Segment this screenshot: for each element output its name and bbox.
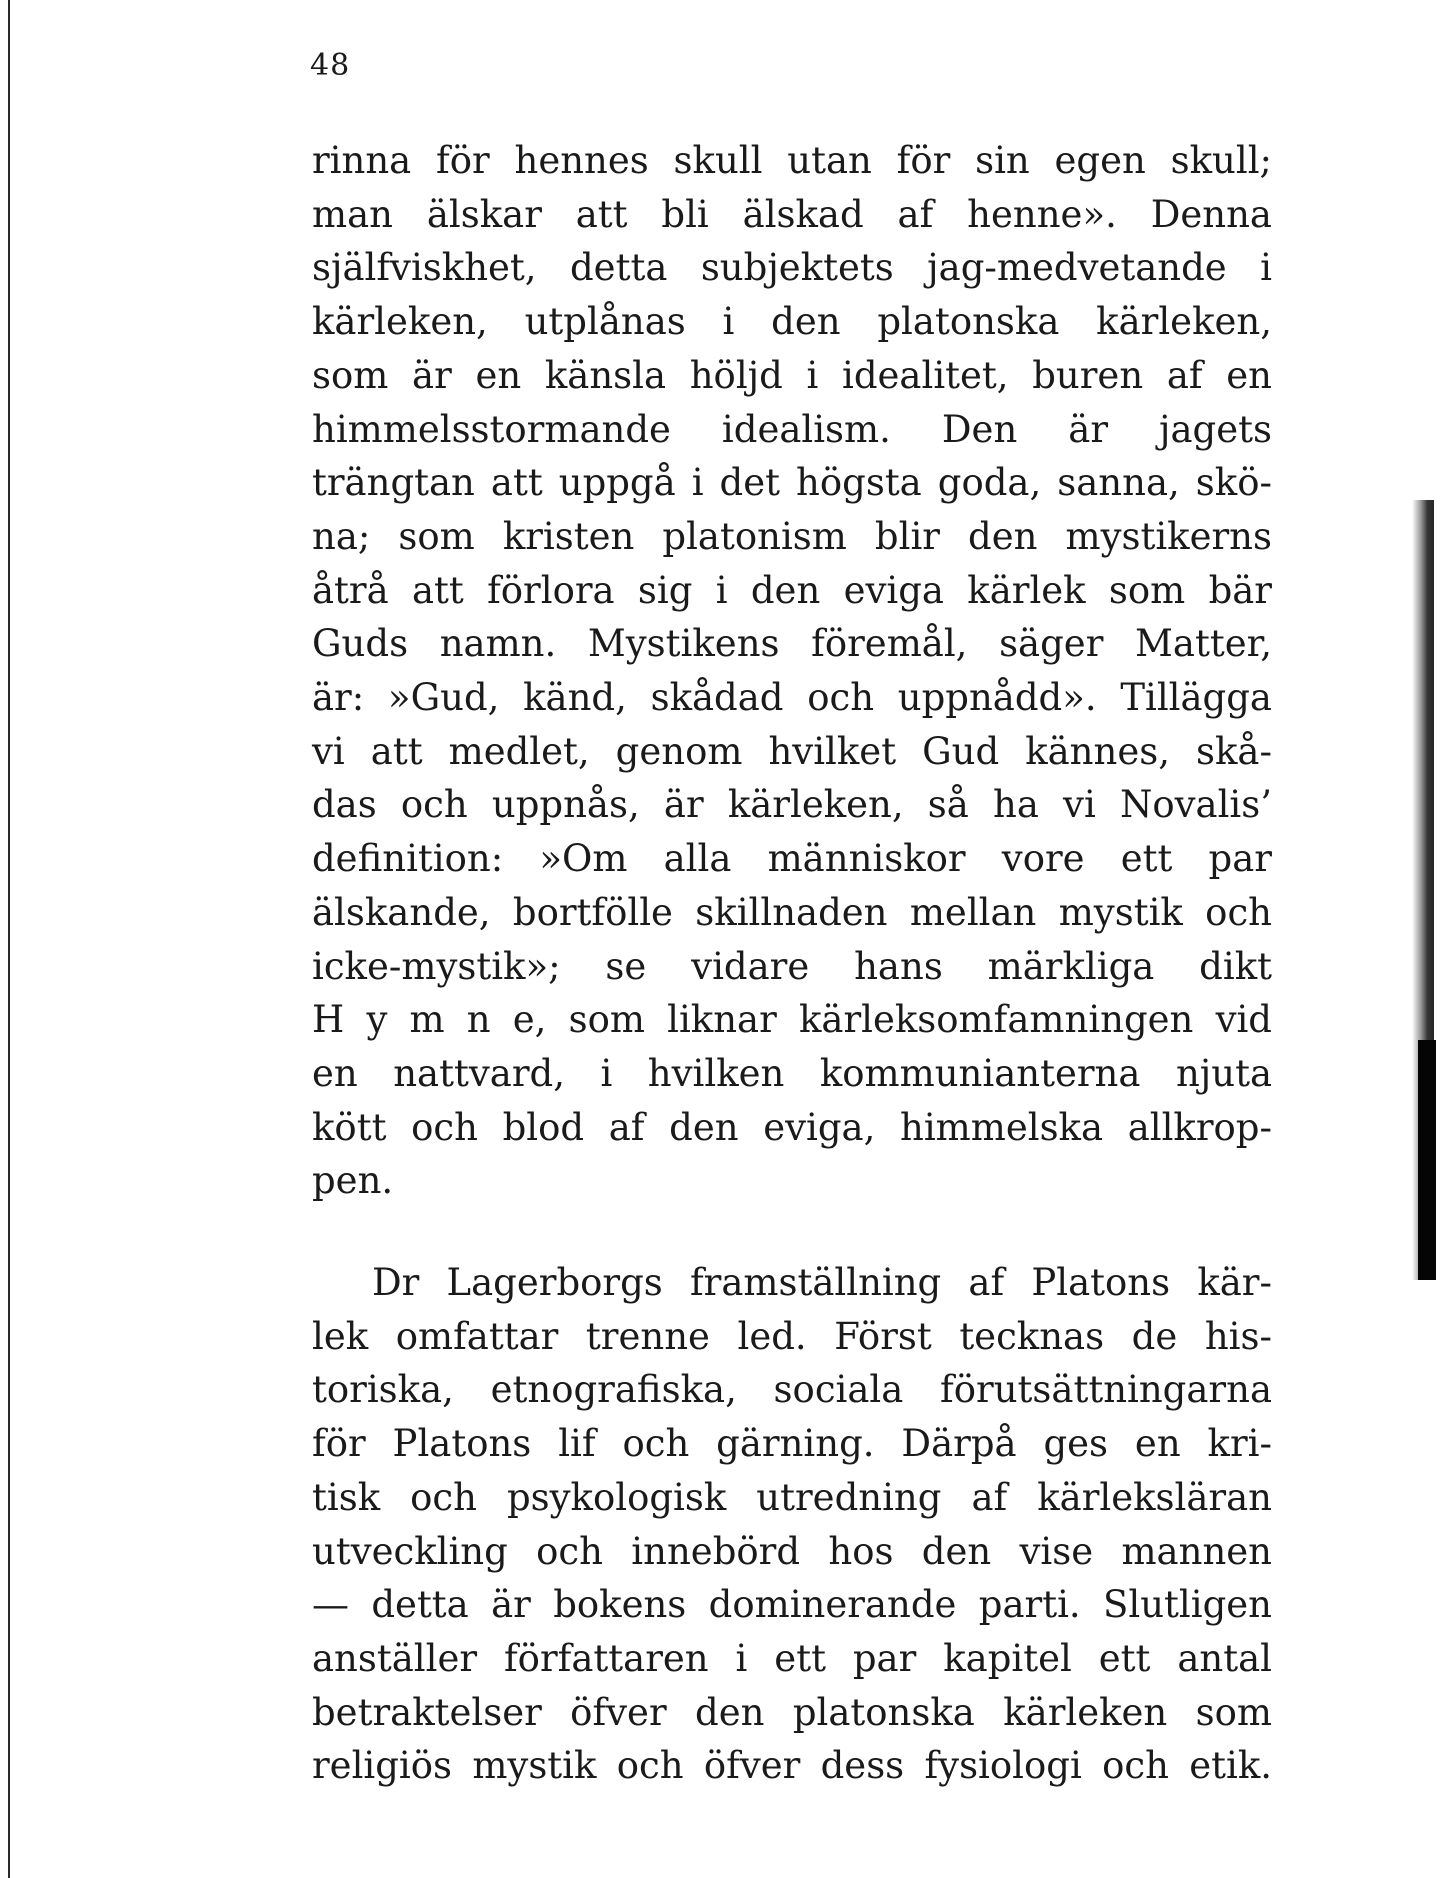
binding-shadow-dark	[1418, 1040, 1436, 1280]
text-line: na; som kristen platonism blir den mystikerns	[312, 514, 1272, 558]
paragraph-2	[312, 1256, 1272, 1793]
text-line: älskande, bortfölle skillnaden mellan mystik och	[312, 890, 1272, 934]
text-line: trängtan att uppgå i det högsta goda, sanna, skö-	[312, 461, 1272, 505]
text-line: åtrå att förlora sig i den eviga kärlek som bär	[312, 568, 1272, 612]
text-line: tisk och psykologisk utredning af kärleksläran	[312, 1475, 1272, 1519]
text-line: icke-mystik»; se vidare hans märkliga dikt	[312, 944, 1272, 988]
text-line: betraktelser öfver den platonska kärleken som	[312, 1690, 1272, 1734]
text-line: religiös mystik och öfver dess fysiologi och etik.	[312, 1744, 1272, 1788]
page-number: 48	[310, 48, 351, 83]
text-line: das och uppnås, är kärleken, så ha vi Novalis’	[312, 783, 1272, 827]
text-line: Guds namn. Mystikens föremål, säger Matter,	[312, 622, 1272, 666]
text-line: H y m n e, som liknar kärleksomfamningen vid	[312, 998, 1272, 1042]
text-line: rinna för hennes skull utan för sin egen skull;	[312, 139, 1272, 182]
text-line: vi att medlet, genom hvilket Gud kännes, skå-	[312, 729, 1272, 773]
text-line: pen.	[312, 1159, 394, 1203]
text-line: lek omfattar trenne led. Först tecknas de his-	[312, 1314, 1272, 1358]
text-line: utveckling och innebörd hos den vise mannen	[312, 1529, 1272, 1573]
text-line: toriska, etnografiska, sociala förutsättningarna	[312, 1368, 1272, 1412]
text-line: anställer författaren i ett par kapitel ett antal	[312, 1636, 1272, 1680]
page-edge	[8, 0, 10, 1878]
text-line: är: »Gud, känd, skådad och uppnådd». Tillägga	[312, 676, 1272, 720]
text-line: som är en känsla höljd i idealitet, buren af en	[312, 353, 1272, 397]
text-line: en nattvard, i hvilken kommunianterna njuta	[312, 1051, 1272, 1095]
text-line: — detta är bokens dominerande parti. Slutligen	[312, 1583, 1272, 1627]
text-line: kärleken, utplånas i den platonska kärleken,	[312, 300, 1272, 344]
paragraph-1	[312, 134, 1272, 1208]
text-line: definition: »Om alla människor vore ett par	[312, 837, 1272, 881]
text-line: man älskar att bli älskad af henne». Denna	[312, 192, 1272, 236]
text-line: himmelsstormande idealism. Den är jagets	[312, 407, 1272, 451]
text-line: kött och blod af den eviga, himmelska allkrop-	[312, 1105, 1272, 1149]
text-line: Dr Lagerborgs framställning af Platons kär-	[372, 1261, 1272, 1304]
text-line: för Platons lif och gärning. Därpå ges en kri-	[312, 1422, 1272, 1466]
text-line: själfviskhet, detta subjektets jag-medvetande i	[312, 246, 1272, 290]
